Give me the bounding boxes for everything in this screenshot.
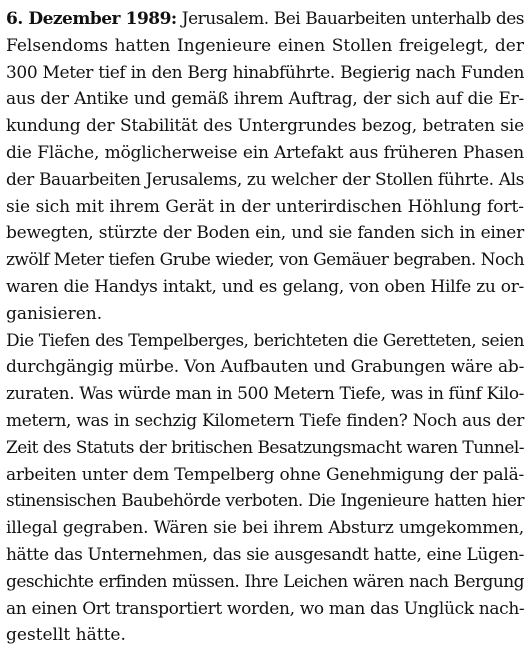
text-line: Zeit des Statuts der britischen Besatzungsmacht waren Tunnel- bbox=[6, 437, 524, 458]
text-line: zwölf Meter tiefen Grube wieder, von Gemäuer begraben. Noch bbox=[6, 250, 524, 271]
text-line: 300 Meter tief in den Berg hinabführte. Begierig nach Funden bbox=[6, 62, 524, 83]
text-line: ganisieren. bbox=[6, 303, 103, 324]
document-page bbox=[6, 6, 524, 649]
text-line: kundung der Stabilität des Untergrundes bezog, betraten sie bbox=[6, 116, 524, 137]
text-line: hätte das Unternehmen, das sie ausgesandt hatte, eine Lügen- bbox=[6, 544, 524, 565]
entry-date: 6. Dezember 1989: bbox=[6, 9, 177, 29]
text-line: der Bauarbeiten Jerusalems, zu welcher der Stollen führte. Als bbox=[6, 169, 524, 190]
text-line: sie sich mit ihrem Gerät in der unterirdischen Höhlung fort- bbox=[6, 196, 524, 217]
paragraph-1 bbox=[6, 6, 524, 328]
text-line: geschichte erfinden müssen. Ihre Leichen wären nach Bergung bbox=[6, 571, 524, 592]
text-line: gestellt hätte. bbox=[6, 625, 126, 646]
text-line: bewegten, stürzte der Boden ein, und sie fanden sich in einer bbox=[6, 223, 524, 244]
text-line: die Fläche, möglicherweise ein Artefakt aus früheren Phasen bbox=[6, 142, 524, 163]
text-line: durchgängig mürbe. Von Aufbauten und Grabungen wäre ab- bbox=[6, 357, 525, 378]
text-line: arbeiten unter dem Tempelberg ohne Genehmigung der palä- bbox=[6, 464, 524, 485]
text-line: Die Tiefen des Tempelberges, berichteten die Geretteten, seien bbox=[6, 330, 524, 351]
text-line-content: Jerusalem. Bei Bauarbeiten unterhalb des bbox=[176, 9, 524, 29]
text-line: illegal gegraben. Wären sie bei ihrem Absturz umgekommen, bbox=[6, 518, 524, 539]
text-line: aus der Antike und gemäß ihrem Auftrag, der sich auf die Er- bbox=[6, 89, 524, 110]
text-line: zuraten. Was würde man in 500 Metern Tiefe, was in fünf Kilo- bbox=[6, 384, 524, 405]
text-line: an einen Ort transportiert worden, wo man das Unglück nach- bbox=[6, 598, 525, 619]
text-line: metern, was in sechzig Kilometern Tiefe finden? Noch aus der bbox=[6, 410, 524, 431]
text-line: Felsendoms hatten Ingenieure einen Stollen freigelegt, der bbox=[6, 35, 524, 56]
text-line bbox=[6, 6, 524, 33]
text-line: waren die Handys intakt, und es gelang, von oben Hilfe zu or- bbox=[6, 276, 524, 297]
text-line: stinensischen Baubehörde verboten. Die Ingenieure hatten hier bbox=[6, 491, 524, 512]
paragraph-2 bbox=[6, 328, 524, 650]
